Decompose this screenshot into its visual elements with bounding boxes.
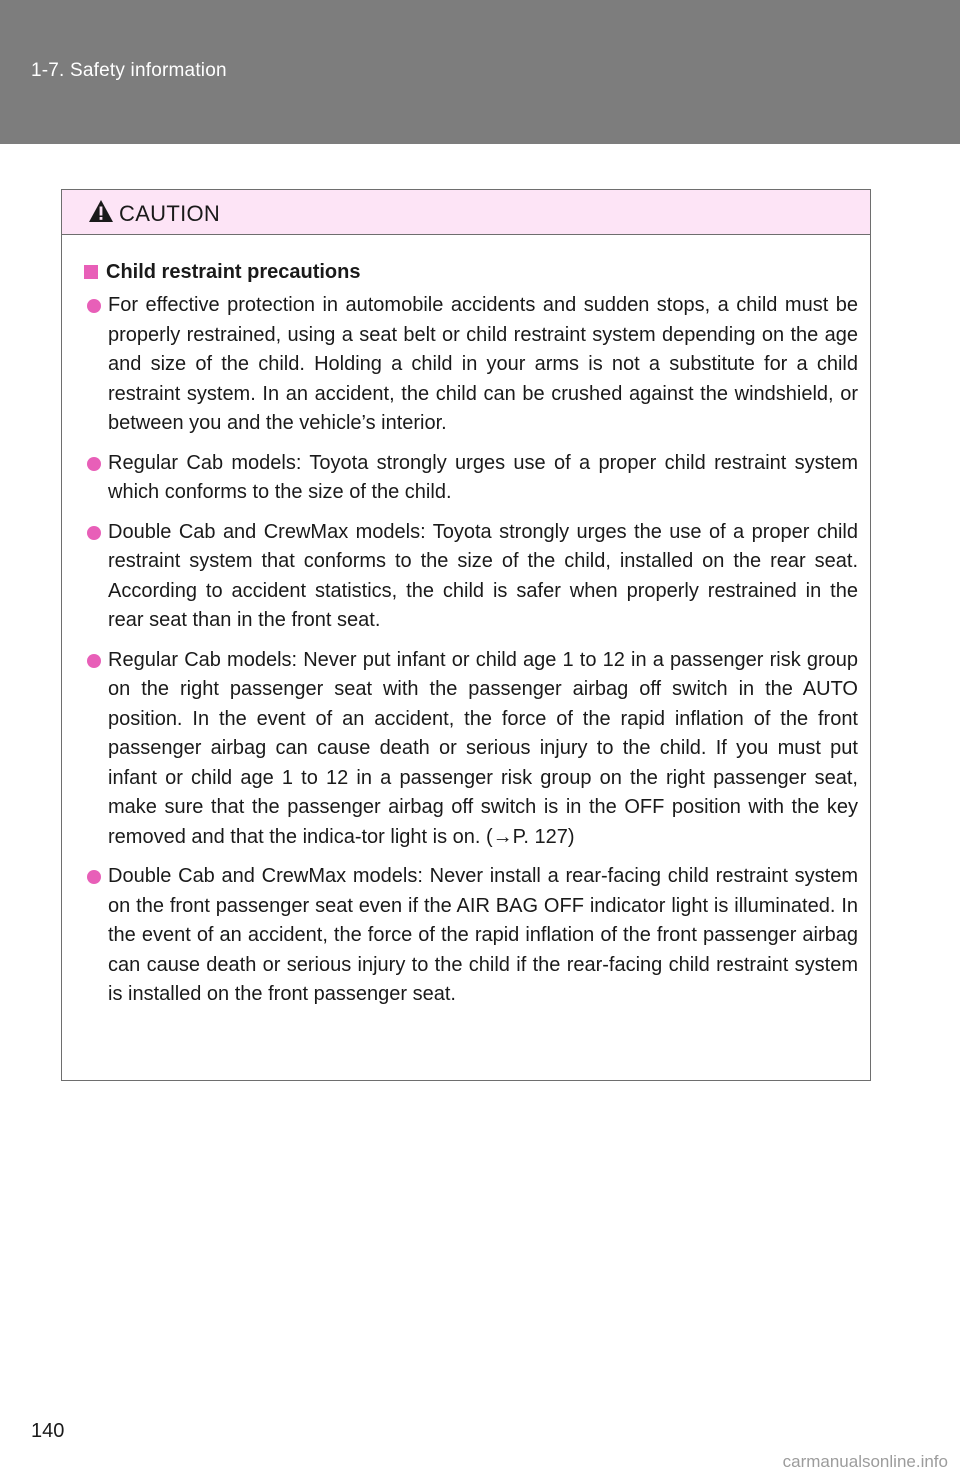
page-number: 140	[31, 1420, 65, 1442]
list-item	[84, 518, 858, 636]
subheading-text: Child restraint precautions	[106, 261, 361, 283]
list-item-text: Double Cab and CrewMax models: Never install a rear-facing child restraint system on the front passenger seat even if the AIR BAG OFF indicator light is illuminated. In the event of an accident, the force of the rapid inflation of the front passenger airbag can cause death or serious injury to the child if the rear-facing child restraint system is installed on the front passenger seat.	[108, 865, 858, 1005]
caution-header	[62, 190, 870, 235]
header-band	[0, 0, 960, 144]
caution-label: CAUTION	[119, 201, 221, 226]
caution-body	[62, 235, 870, 1010]
list-item	[84, 646, 858, 853]
watermark: carmanualsonline.info	[782, 1452, 948, 1471]
warning-triangle-icon	[88, 199, 114, 223]
list-item	[84, 862, 858, 1010]
circle-bullet-icon	[87, 870, 101, 884]
list-item-text: Regular Cab models: Toyota strongly urges use of a proper child restraint system which conforms to the size of the child.	[108, 451, 858, 503]
circle-bullet-icon	[87, 526, 101, 540]
square-bullet-icon	[84, 265, 98, 279]
list-item-text: For effective protection in automobile accidents and sudden stops, a child must be properly restrained, using a seat belt or child restraint system depending on the age and size of the child. Holding a child in your arms is not a substitute for a child restraint system. In an accident, the child can be crushed against the windshield, or between you and the vehicle’s interior.	[108, 294, 858, 434]
caution-box	[61, 189, 871, 1081]
circle-bullet-icon	[87, 299, 101, 313]
section-title: 1-7. Safety information	[31, 60, 227, 81]
bullet-list	[84, 291, 858, 1010]
subheading	[84, 257, 858, 287]
list-item-text: Double Cab and CrewMax models: Toyota strongly urges the use of a proper child restraint system that conforms to the size of the child, installed on the rear seat. According to accident statistics, the child is safer when properly restrained in the rear seat than in the front seat.	[108, 520, 858, 631]
list-item	[84, 449, 858, 508]
circle-bullet-icon	[87, 654, 101, 668]
list-item-text: Regular Cab models: Never put infant or child age 1 to 12 in a passenger risk group on the right passenger seat with the passenger airbag off switch in the AUTO position. In the event of an accident, the force of the rapid inflation of the front passenger airbag can cause death or serious injury to the child. If you must put infant or child age 1 to 12 in a passenger risk group on the right passenger seat, make sure that the passenger airbag off switch is in the OFF position with the key removed and that the indica-tor light is on. (→P. 127)	[108, 648, 858, 848]
circle-bullet-icon	[87, 457, 101, 471]
list-item	[84, 291, 858, 439]
